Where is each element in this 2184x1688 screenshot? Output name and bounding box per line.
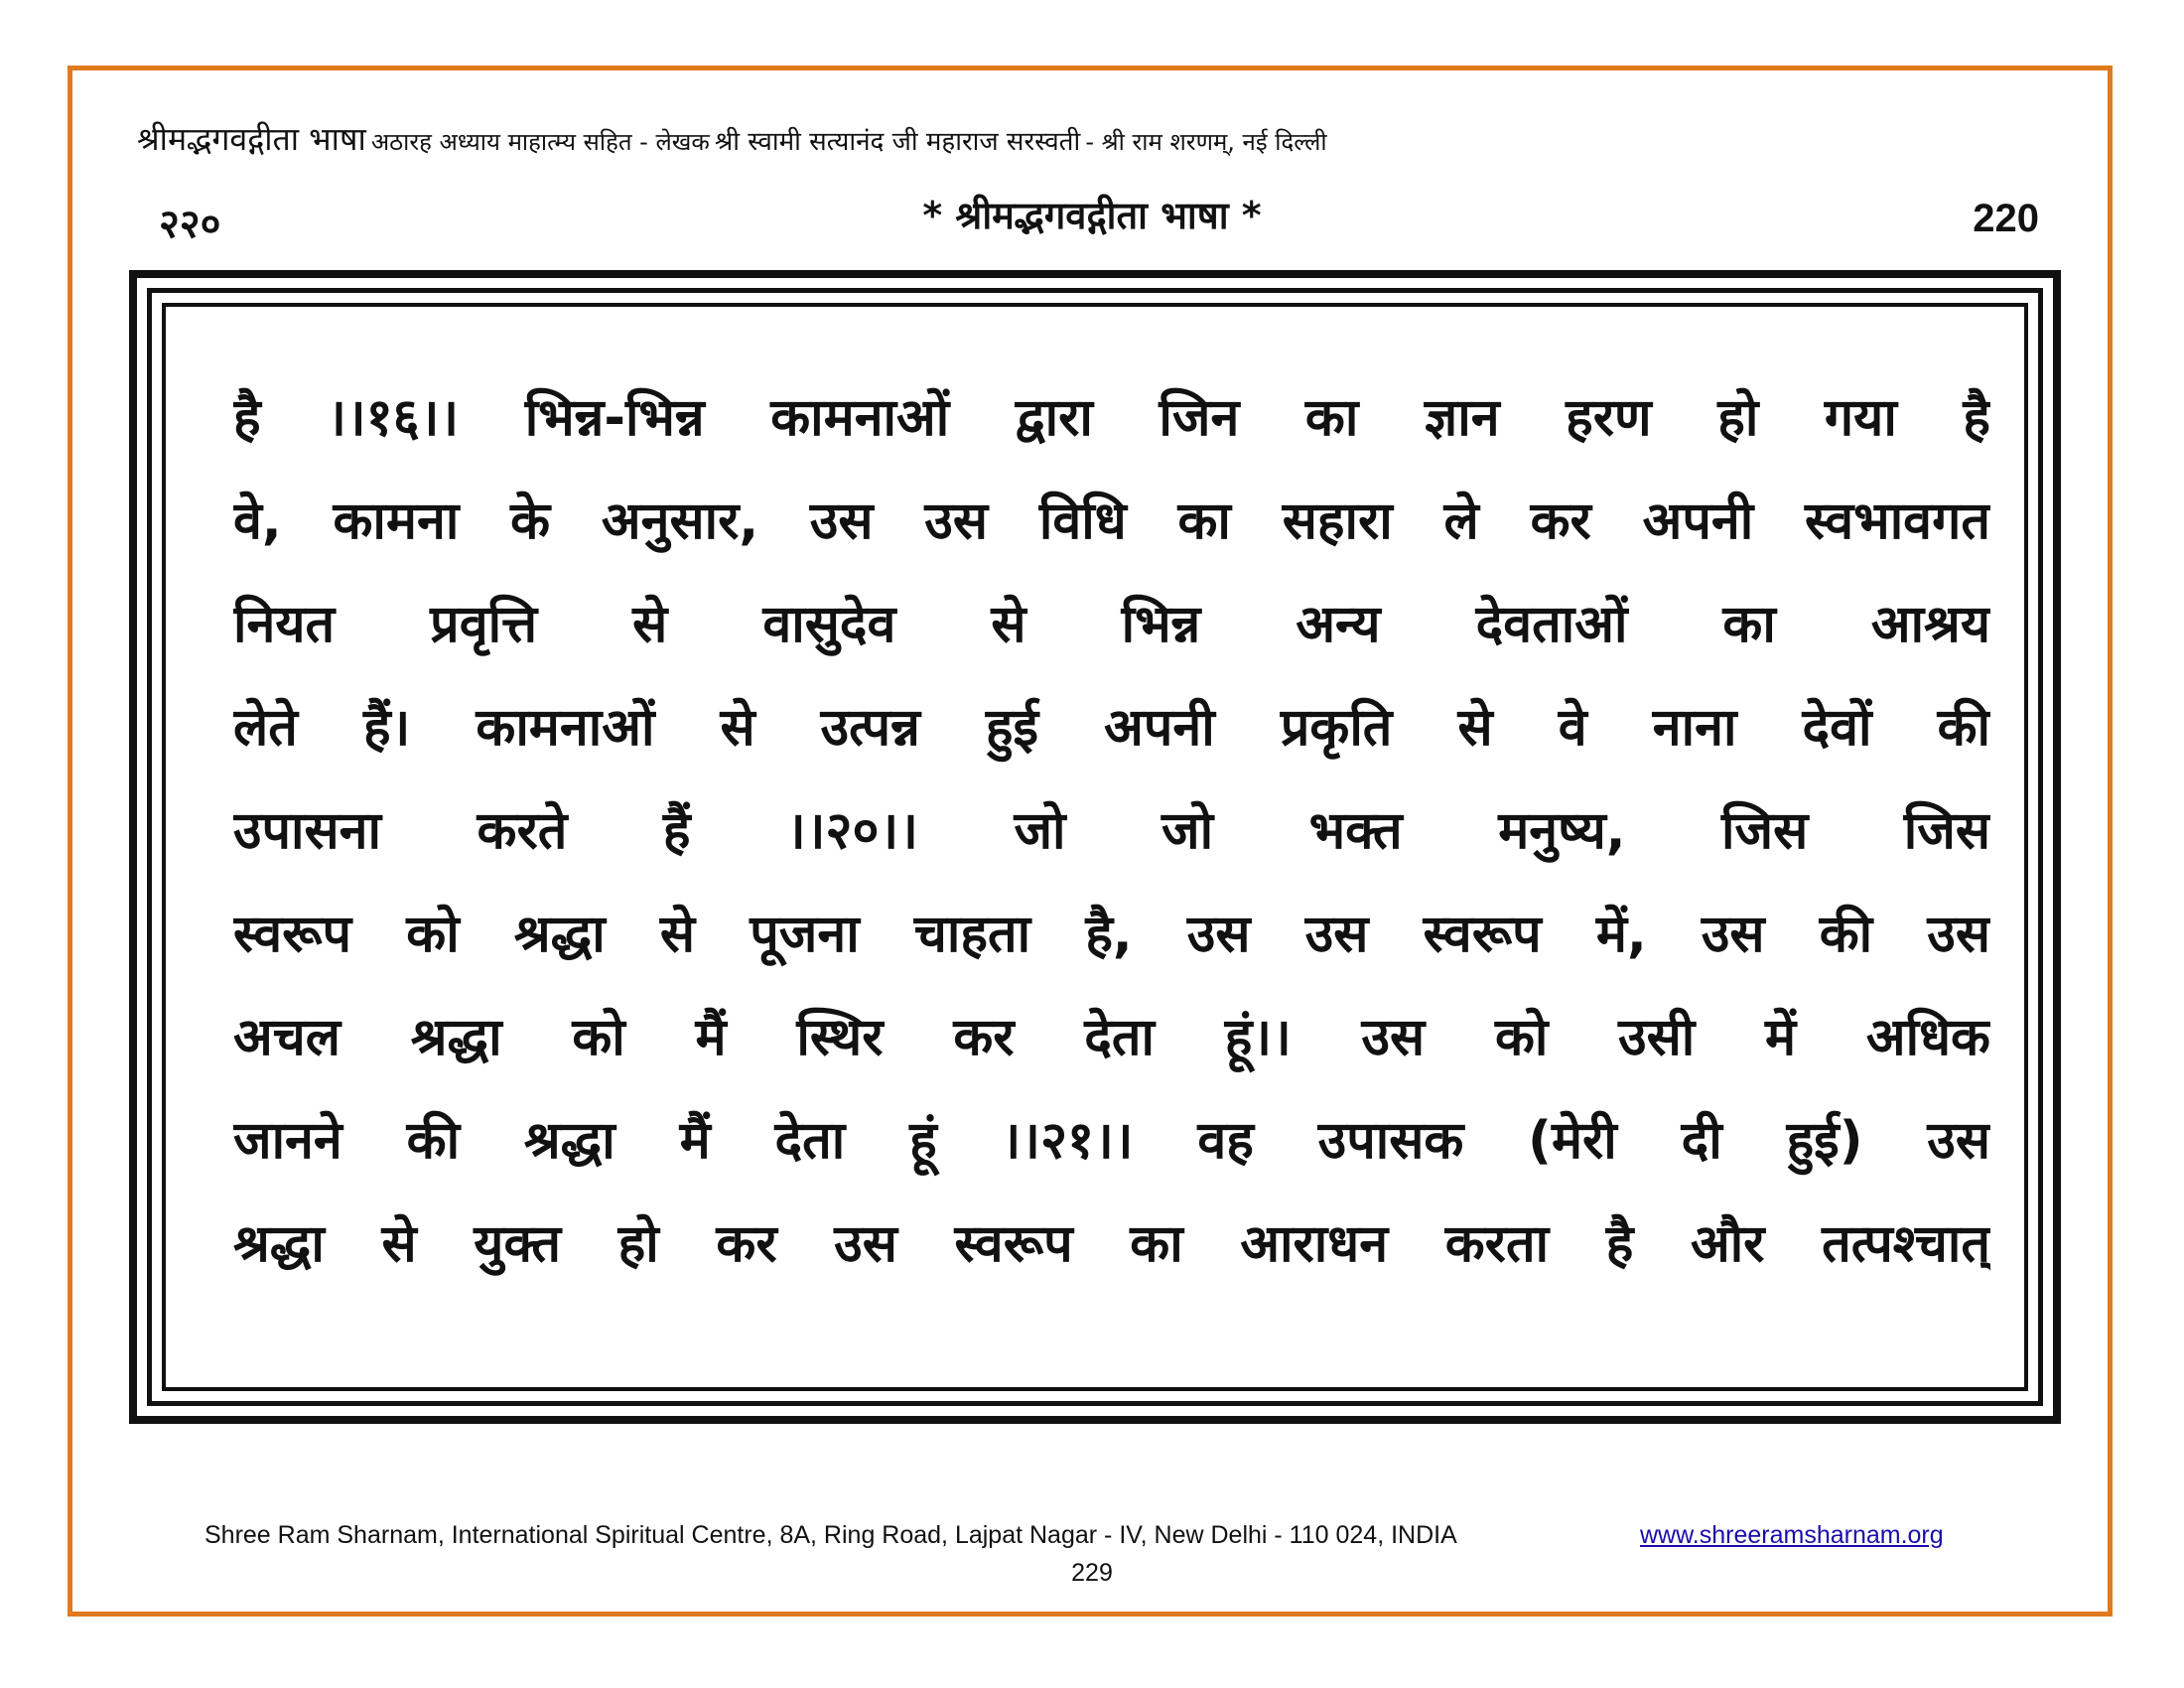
publisher-name: - श्री राम शरणम्, नई दिल्ली [1085, 128, 1327, 156]
text-line: है ।।१६।। भिन्न-भिन्न कामनाओं द्वारा जिन का ज्ञान हरण हो गया है [233, 388, 1990, 448]
text-line: उपासना करते हैं ।।२०।। जो जो भक्त मनुष्य, जिस जिस [233, 801, 1990, 861]
text-line: श्रद्धा से युक्त हो कर उस स्वरूप का आराधन करता है और तत्पश्चात् [233, 1214, 1990, 1274]
text-line: जानने की श्रद्धा मैं देता हूं ।।२१।। वह उपासक (मेरी दी हुई) उस [233, 1111, 1990, 1171]
text-box-border-inner [162, 303, 2028, 1391]
text-line: वे, कामना के अनुसार, उस उस विधि का सहारा ले कर अपनी स्वभावगत [233, 492, 1990, 551]
footer-address: Shree Ram Sharnam, International Spiritual Centre, 8A, Ring Road, Lajpat Nagar - IV, New Delhi - 110 024, INDIA [205, 1521, 1457, 1549]
book-subtitle: अठारह अध्याय माहात्म्य सहित - लेखक [370, 128, 710, 156]
footer-page-number: 229 [1071, 1559, 1113, 1587]
website-link[interactable]: www.shreeramsharnam.org [1640, 1521, 1944, 1549]
text-line: नियत प्रवृत्ति से वासुदेव से भिन्न अन्य देवताओं का आश्रय [233, 595, 1990, 654]
author-name: श्री स्वामी सत्यानंद जी महाराज सरस्वती [714, 127, 1081, 157]
scripture-text [233, 366, 1990, 1296]
text-line: लेते हैं। कामनाओं से उत्पन्न हुई अपनी प्रकृति से वे नाना देवों की [233, 698, 1990, 758]
text-box-border [129, 270, 2061, 1424]
text-line: स्वरूप को श्रद्धा से पूजना चाहता है, उस उस स्वरूप में, उस की उस [233, 905, 1990, 964]
page-number-devanagari: २२० [159, 202, 221, 247]
page-number-latin: 220 [1973, 197, 2039, 240]
page-header [137, 117, 2063, 160]
text-box-border-middle [147, 288, 2043, 1406]
book-title: श्रीमद्भगवद्गीता भाषा [137, 120, 366, 158]
running-title: * श्रीमद्भगवद्गीता भाषा * [922, 194, 1262, 237]
text-line: अचल श्रद्धा को मैं स्थिर कर देता हूं।। उस को उसी में अधिक [233, 1008, 1990, 1067]
